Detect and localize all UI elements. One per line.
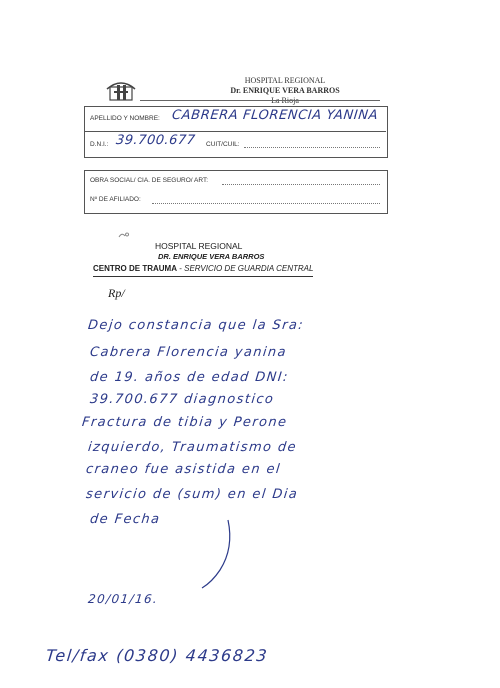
date-value: 20/01/16.: [87, 592, 160, 606]
handwritten-line: Cabrera Florencia yanina: [89, 345, 288, 360]
stamp-line-2: DR. ENRIQUE VERA BARROS: [158, 252, 265, 261]
header-line-1: HOSPITAL REGIONAL: [244, 76, 326, 85]
hospital-logo: [104, 75, 138, 101]
affiliate-dotted-line: [152, 203, 380, 204]
handwritten-line: Dejo constancia que la Sra:: [87, 318, 305, 333]
stamp-line-1: HOSPITAL REGIONAL: [155, 241, 243, 251]
rp-mark: Rp/: [108, 286, 125, 300]
insurance-label: OBRA SOCIAL/ CIA. DE SEGURO/ ART:: [90, 177, 208, 184]
handwritten-line: de 19. años de edad DNI:: [89, 370, 290, 385]
header-hospital-title: [205, 76, 365, 106]
name-label: APELLIDO Y NOMBRE:: [90, 115, 160, 122]
affiliate-label: Nº DE AFILIADO:: [90, 196, 141, 203]
stamp-underline: [93, 276, 313, 277]
header-line-3: La Rioja: [271, 96, 299, 105]
name-value: CABRERA FLORENCIA YANINA: [171, 108, 379, 123]
pen-mark: [118, 226, 130, 234]
insurance-dotted-line: [222, 184, 380, 185]
dni-value: 39.700.677: [115, 133, 197, 148]
stamp-line-3: [93, 264, 313, 273]
stamp-service: SERVICIO DE GUARDIA CENTRAL: [184, 264, 314, 273]
dni-label: D.N.I.:: [90, 141, 109, 148]
patient-id-divider: [84, 131, 386, 132]
footer-phone: Tel/fax (0380) 4436823: [45, 646, 270, 665]
handwritten-line: craneo fue asistida en el: [85, 462, 282, 477]
stamp-trauma-center: CENTRO DE TRAUMA: [93, 264, 177, 273]
header-underline: [140, 100, 380, 101]
cuit-dotted-line: [244, 147, 380, 148]
signature-stroke: [198, 518, 238, 590]
handwritten-line: izquierdo, Traumatismo de: [87, 440, 298, 455]
handwritten-line: servicio de (sum) en el Dia: [85, 487, 299, 502]
handwritten-line: Fractura de tibia y Perone: [81, 415, 289, 430]
handwritten-line: de Fecha: [89, 512, 162, 527]
stamp-separator: -: [177, 264, 185, 273]
header-line-2: Dr. ENRIQUE VERA BARROS: [230, 86, 340, 95]
handwritten-line: 39.700.677 diagnostico: [89, 392, 276, 407]
cuit-label: CUIT/CUIL:: [206, 141, 240, 148]
